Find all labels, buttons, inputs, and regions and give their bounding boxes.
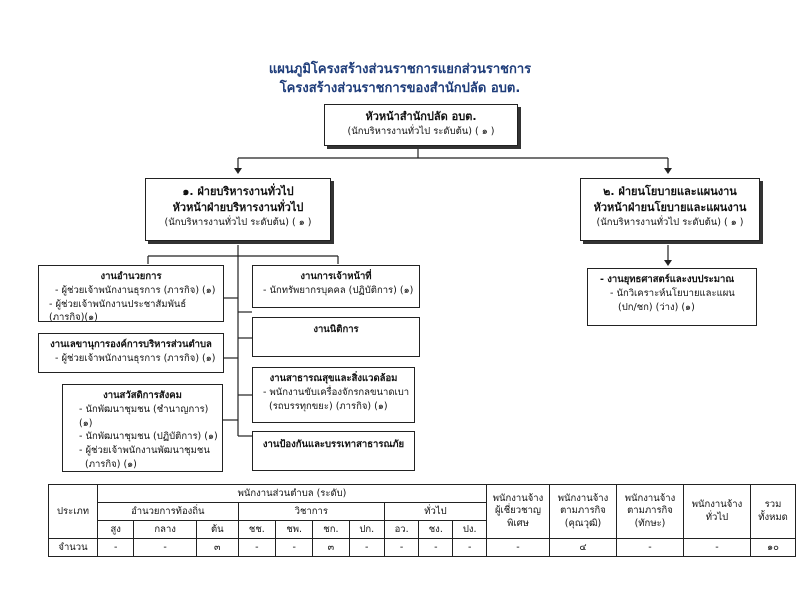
value-cell: - (617, 539, 684, 557)
unit-title: งานอำนวยการ (100, 271, 162, 282)
value-cell: - (276, 539, 313, 557)
level-cell: อว. (385, 521, 419, 539)
col-general-employee: พนักงานจ้าง ทั่วไป (684, 485, 751, 539)
col-total: รวม ทั้งหมด (751, 485, 796, 539)
col-mission: พนักงานจ้าง ตามภารกิจ (คุณวุฒิ) (550, 485, 617, 539)
value-cell: - (238, 539, 275, 557)
value-cell: ๑๐ (751, 539, 796, 557)
value-cell: - (419, 539, 453, 557)
unit-health-environment (252, 367, 415, 423)
level-cell: ชก. (313, 521, 349, 539)
division-2-box (580, 178, 760, 241)
unit-strategy-budget (587, 268, 757, 326)
level-cell: สูง (98, 521, 134, 539)
level-cell: ต้น (196, 521, 238, 539)
unit-item: - นักพัฒนาชุมชน (ชำนาญการ) (๑) (79, 403, 209, 429)
unit-item: - นักทรัพยากรบุคคล (ปฏิบัติการ) (๑) (263, 284, 414, 296)
value-cell: - (349, 539, 385, 557)
sub-admin: อำนวยการท้องถิ่น (98, 503, 239, 521)
division-2-position: (นักบริหารงานทั่วไป ระดับต้น) ( ๑ ) (596, 216, 744, 228)
value-cell: ๔ (550, 539, 617, 557)
unit-legal (252, 317, 420, 357)
level-cell: กลาง (134, 521, 197, 539)
unit-secretary (38, 333, 224, 373)
unit-item: - นักวิเคราะห์นโยบายและแผน (610, 287, 735, 299)
level-cell: ชพ. (276, 521, 313, 539)
unit-item: - พนักงานขับเครื่องจักรกลขนาดเบา (263, 386, 410, 398)
unit-item: (ปก/ชก) (ว่าง) (๑) (618, 301, 695, 313)
head-box (324, 104, 518, 146)
level-cell: ชช. (238, 521, 275, 539)
division-1-head: หัวหน้าฝ่ายบริหารงานทั่วไป (172, 200, 304, 214)
staff-table (48, 484, 796, 557)
unit-social-welfare (62, 384, 223, 472)
value-cell: - (453, 539, 487, 557)
unit-personnel (252, 265, 420, 308)
value-cell: - (487, 539, 550, 557)
unit-item: - ผู้ช่วยเจ้าพนักงานพัฒนาชุมชน (79, 445, 210, 457)
row-label: จำนวน (49, 539, 98, 557)
unit-title: - งานยุทธศาสตร์และงบประมาณ (600, 274, 735, 285)
value-cell: ๓ (196, 539, 238, 557)
division-1-name: ๑. ฝ่ายบริหารงานทั่วไป (182, 185, 294, 198)
unit-item: (ภารกิจ) (๑) (85, 458, 137, 470)
unit-title: งานสวัสดิการสังคม (103, 390, 182, 401)
value-cell: - (98, 539, 134, 557)
col-mission-skill: พนักงานจ้าง ตามภารกิจ (ทักษะ) (617, 485, 684, 539)
head-title: หัวหน้าสำนักปลัด อบต. (365, 110, 477, 123)
division-2-name: ๒. ฝ่ายนโยบายและแผนงาน (603, 185, 737, 198)
unit-disaster-prevention (252, 431, 415, 471)
unit-title: งานการเจ้าหน้าที่ (300, 271, 372, 282)
head-subtitle: (นักบริหารงานทั่วไป ระดับต้น) ( ๑ ) (347, 125, 495, 137)
division-1-position: (นักบริหารงานทั่วไป ระดับต้น) ( ๑ ) (164, 216, 312, 228)
level-cell: ชง. (419, 521, 453, 539)
unit-title: งานป้องกันและบรรเทาสาธารณภัย (262, 439, 405, 450)
level-cell: ปง. (453, 521, 487, 539)
value-cell: - (134, 539, 197, 557)
sub-academic: วิชาการ (238, 503, 384, 521)
unit-title: งานนิติการ (313, 324, 359, 335)
unit-item: - ผู้ช่วยเจ้าพนักงานธุรการ (ภารกิจ) (๑) (55, 284, 216, 296)
col-type: ประเภท (49, 485, 98, 539)
unit-item: - นักพัฒนาชุมชน (ปฏิบัติการ) (๑) (79, 431, 218, 443)
unit-general-admin (38, 265, 224, 322)
unit-title: งานเลขานุการองค์การบริหารส่วนตำบล (50, 339, 212, 350)
unit-item: - ผู้ช่วยเจ้าพนักงานธุรการ (ภารกิจ) (๑) (55, 352, 216, 364)
value-cell: - (684, 539, 751, 557)
col-expert: พนักงานจ้าง ผู้เชี่ยวชาญ พิเศษ (487, 485, 550, 539)
division-1-box (145, 178, 331, 241)
unit-item: (รถบรรทุกขยะ) (ภารกิจ) (๑) (269, 400, 388, 412)
chart-title: แผนภูมิโครงสร้างส่วนราชการแยกส่วนราชการ (268, 62, 532, 77)
value-cell: - (385, 539, 419, 557)
division-2-head: หัวหน้าฝ่ายนโยบายและแผนงาน (593, 200, 747, 214)
chart-subtitle: โครงสร้างส่วนราชการของสำนักปลัด อบต. (279, 81, 521, 96)
unit-item: - ผู้ช่วยเจ้าพนักงานประชาสัมพันธ์ (ภารกิจ)(๑) (49, 298, 187, 324)
unit-title: งานสาธารณสุขและสิ่งแวดล้อม (269, 373, 398, 384)
value-cell: ๓ (313, 539, 349, 557)
level-cell: ปก. (349, 521, 385, 539)
group-header: พนักงานส่วนตำบล (ระดับ) (98, 485, 487, 503)
sub-general: ทั่วไป (385, 503, 487, 521)
